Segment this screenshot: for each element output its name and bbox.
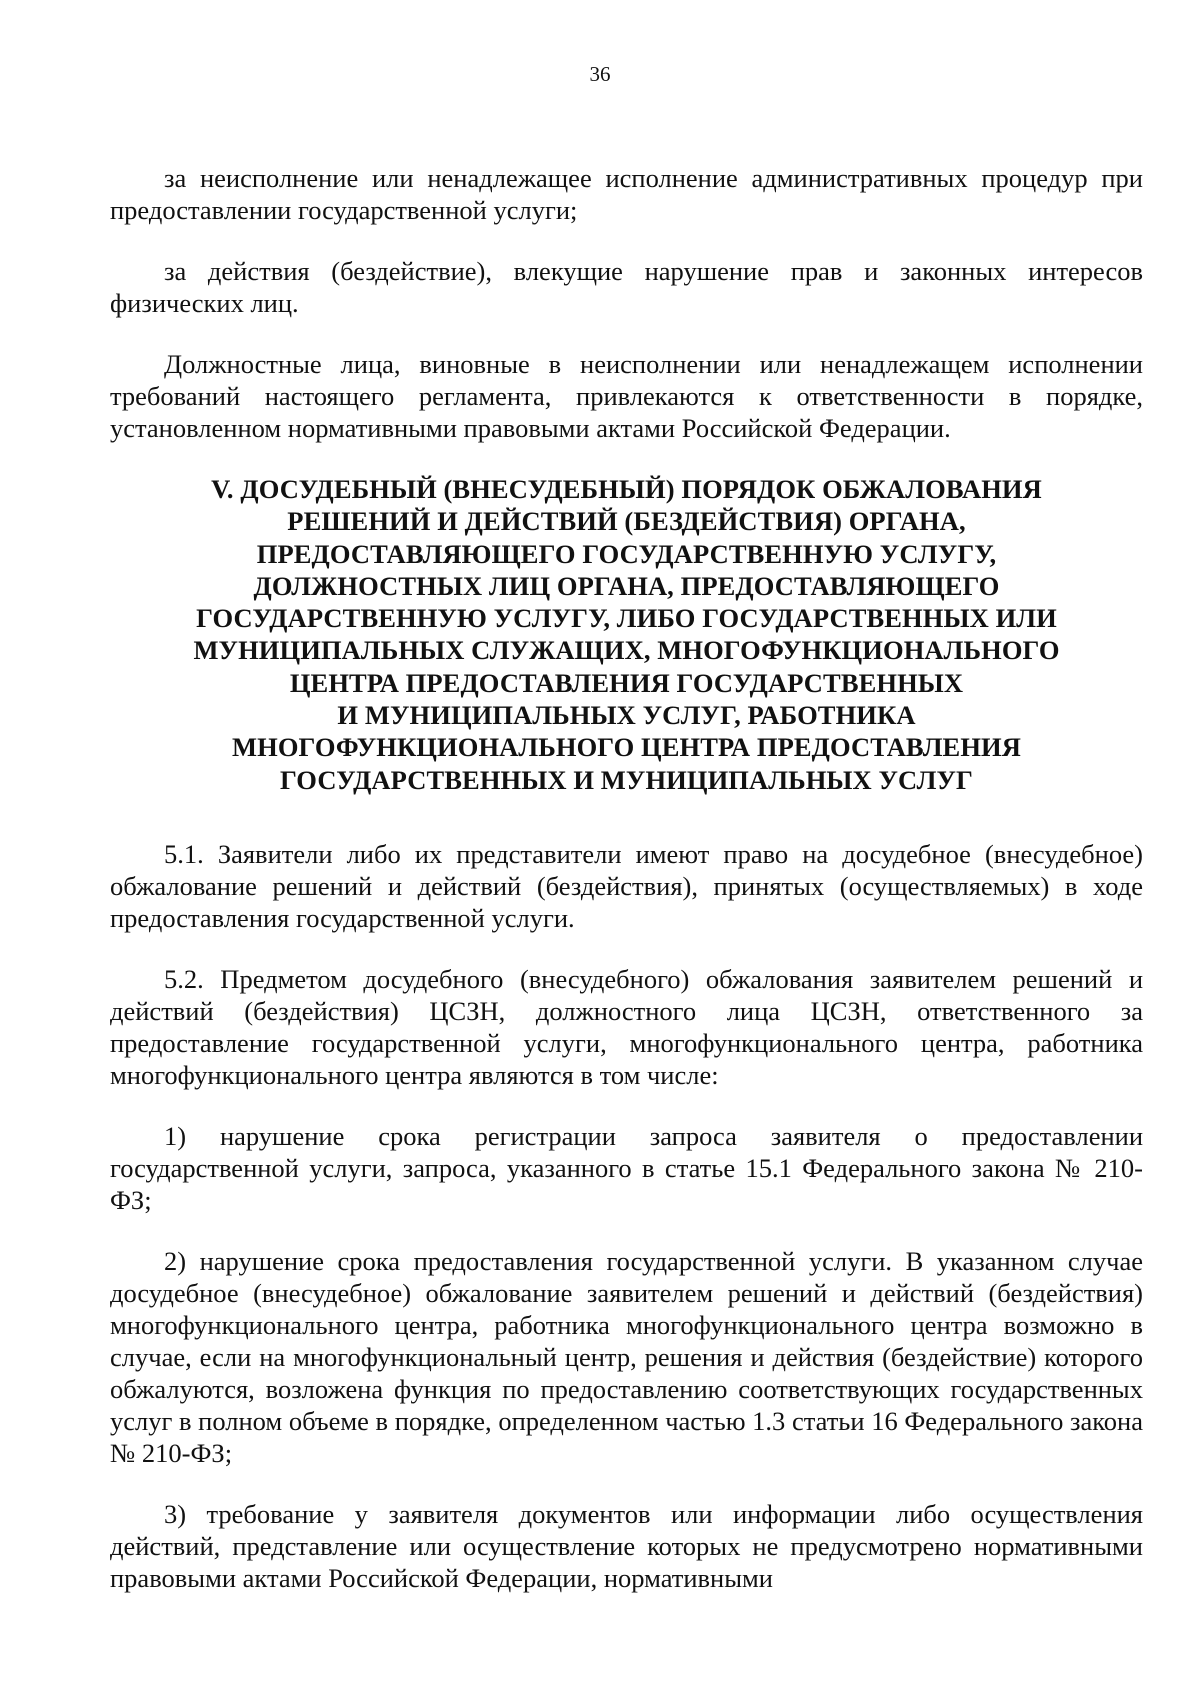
section-heading-line: МУНИЦИПАЛЬНЫХ СЛУЖАЩИХ, МНОГОФУНКЦИОНАЛЬНОГО xyxy=(193,635,1060,666)
paragraph-5-1: 5.1. Заявители либо их представители имеют право на досудебное (внесудебное) обжалование решений и действий (бездействия), принятых (осуществляемых) в ходе предоставления государственной услуги. xyxy=(110,838,1143,933)
list-item-3: 3) требование у заявителя документов или информации либо осуществления действий, представление или осуществление которых не предусмотрено нормативными правовыми актами Российской Федерации, нормативными xyxy=(110,1498,1143,1593)
section-heading-line: ГОСУДАРСТВЕННУЮ УСЛУГУ, ЛИБО ГОСУДАРСТВЕННЫХ ИЛИ xyxy=(196,603,1057,634)
section-heading-line: ДОЛЖНОСТНЫХ ЛИЦ ОРГАНА, ПРЕДОСТАВЛЯЮЩЕГО xyxy=(253,570,1000,601)
section-heading-line: МНОГОФУНКЦИОНАЛЬНОГО ЦЕНТРА ПРЕДОСТАВЛЕНИЯ xyxy=(232,732,1021,763)
list-item-2: 2) нарушение срока предоставления государственной услуги. В указанном случае досудебное (внесудебное) обжалование заявителем решений и действий (бездействия) многофункционального центра, работника многофункционального центра возможно в случае, если на многофункциональный центр, решения и действия (бездействие) которого обжалуются, возложена функция по предоставлению соответствующих государственных услуг в полном объеме в порядке, определенном частью 1.3 статьи 16 Федерального закона № 210-ФЗ; xyxy=(110,1245,1143,1468)
section-heading xyxy=(110,473,1143,796)
paragraph-5-2: 5.2. Предметом досудебного (внесудебного) обжалования заявителем решений и действий (бездействия) ЦСЗН, должностного лица ЦСЗН, ответственного за предоставление государственной услуги, многофункционального центра, работника многофункционального центра являются в том числе: xyxy=(110,963,1143,1090)
document-body xyxy=(110,162,1143,1623)
paragraph-responsibility-procedures: за неисполнение или ненадлежащее исполнение административных процедур при предоставлении государственной услуги; xyxy=(110,163,1143,225)
section-heading-line: ЦЕНТРА ПРЕДОСТАВЛЕНИЯ ГОСУДАРСТВЕННЫХ xyxy=(289,667,964,698)
page-number: 36 xyxy=(589,62,611,86)
section-heading-line: ПРЕДОСТАВЛЯЮЩЕГО ГОСУДАРСТВЕННУЮ УСЛУГУ, xyxy=(256,538,997,569)
section-heading-line: V. ДОСУДЕБНЫЙ (ВНЕСУДЕБНЫЙ) ПОРЯДОК ОБЖАЛОВАНИЯ xyxy=(211,474,1042,504)
paragraph-responsibility-actions: за действия (бездействие), влекущие нарушение прав и законных интересов физических лиц. xyxy=(110,256,1143,318)
list-item-1: 1) нарушение срока регистрации запроса заявителя о предоставлении государственной услуги, запроса, указанного в статье 15.1 Федерального закона № 210-ФЗ; xyxy=(110,1120,1143,1215)
section-heading-line: РЕШЕНИЙ И ДЕЙСТВИЙ (БЕЗДЕЙСТВИЯ) ОРГАНА, xyxy=(287,506,966,537)
section-heading-line: ГОСУДАРСТВЕННЫХ И МУНИЦИПАЛЬНЫХ УСЛУГ xyxy=(280,764,973,795)
section-heading-line: И МУНИЦИПАЛЬНЫХ УСЛУГ, РАБОТНИКА xyxy=(337,700,916,731)
paragraph-officials-liability: Должностные лица, виновные в неисполнении или ненадлежащем исполнении требований настоящего регламента, привлекаются к ответственности в порядке, установленном нормативными правовыми актами Российской Федерации. xyxy=(110,349,1143,443)
